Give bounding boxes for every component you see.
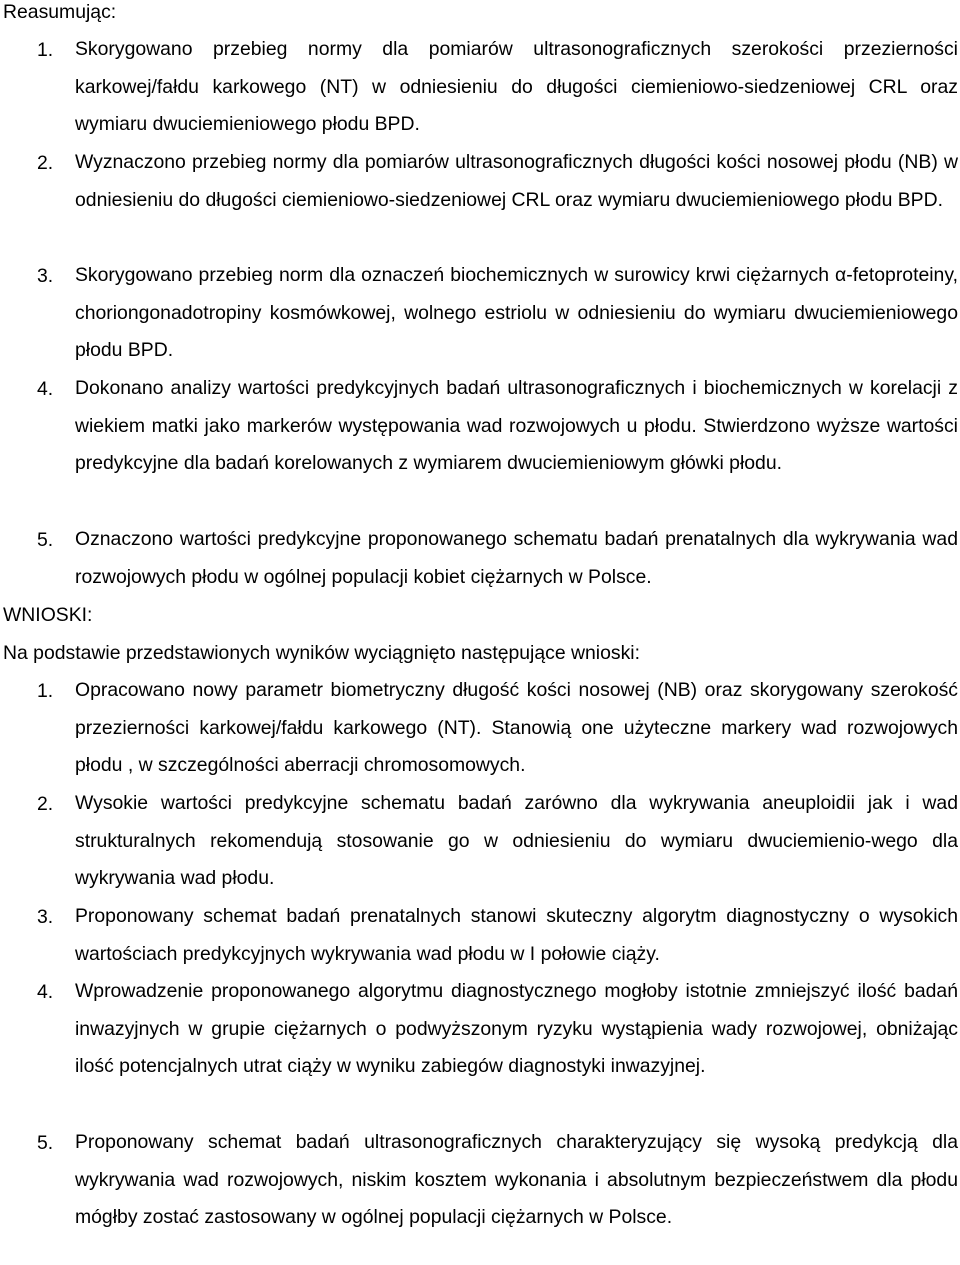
item-number: 5. bbox=[37, 529, 54, 551]
item-text: Skorygowano przebieg norm dla oznaczeń biochemicznych w surowicy krwi ciężarnych α-fetoproteiny, choriongonadotropiny kosmówkowej, wolnego estriolu w odniesieniu do wymiaru dwuciemieniowego płodu BPD. bbox=[75, 264, 958, 362]
item-number: 2. bbox=[37, 152, 54, 174]
item-text: Proponowany schemat badań ultrasonograficznych charakteryzujący się wysoką predykcją dla wykrywania wad rozwojowych, niskim kosztem wykonania i absolutnym bezpieczeństwem dla płodu mógłby zostać zastosowany w ogólnej populacji ciężarnych w Polsce. bbox=[75, 1131, 958, 1229]
item-number: 3. bbox=[37, 265, 54, 287]
conclusions-heading: WNIOSKI: bbox=[3, 604, 93, 626]
item-number: 3. bbox=[37, 906, 54, 928]
item-number: 1. bbox=[37, 39, 54, 61]
item-number: 1. bbox=[37, 680, 54, 702]
item-text: Dokonano analizy wartości predykcyjnych badań ultrasonograficznych i biochemicznych w korelacji z wiekiem matki jako markerów występowania wad rozwojowych u płodu. Stwierdzono wyższe wartości predykcyjne dla badań korelowanych z wymiarem dwuciemieniowym główki płodu. bbox=[75, 377, 958, 475]
item-text: Proponowany schemat badań prenatalnych stanowi skuteczny algorytm diagnostyczny o wysokich wartościach predykcyjnych wykrywania wad płodu w I połowie ciąży. bbox=[75, 905, 958, 965]
item-number: 5. bbox=[37, 1132, 54, 1154]
item-text: Wysokie wartości predykcyjne schematu badań zarówno dla wykrywania aneuploidii jak i wad strukturalnych rekomendują stosowanie go w odniesieniu do wymiaru dwuciemienio-wego dla wykrywania wad płodu. bbox=[75, 792, 958, 890]
item-number: 2. bbox=[37, 793, 54, 815]
item-text: Skorygowano przebieg normy dla pomiarów ultrasonograficznych szerokości przezierności karkowej/fałdu karkowego (NT) w odniesieniu do długości ciemieniowo-siedzeniowej CRL oraz wymiaru dwuciemieniowego płodu BPD. bbox=[75, 38, 958, 136]
conclusions-intro: Na podstawie przedstawionych wyników wyciągnięto następujące wnioski: bbox=[3, 642, 640, 664]
item-text: Opracowano nowy parametr biometryczny długość kości nosowej (NB) oraz skorygowany szerokość przezierności karkowej/fałdu karkowego (NT). Stanowią one użyteczne markery wad rozwojowych płodu , w szczególności aberracji chromosomowych. bbox=[75, 679, 958, 777]
item-number: 4. bbox=[37, 981, 54, 1003]
item-number: 4. bbox=[37, 378, 54, 400]
item-text: Wyznaczono przebieg normy dla pomiarów ultrasonograficznych długości kości nosowej płodu (NB) w odniesieniu do długości ciemieniowo-siedzeniowej CRL oraz wymiaru dwuciemieniowego płodu BPD. bbox=[75, 151, 958, 211]
summary-heading: Reasumując: bbox=[3, 1, 117, 23]
item-text: Oznaczono wartości predykcyjne proponowanego schematu badań prenatalnych dla wykrywania wad rozwojowych płodu w ogólnej populacji kobiet ciężarnych w Polsce. bbox=[75, 528, 958, 588]
item-text: Wprowadzenie proponowanego algorytmu diagnostycznego mogłoby istotnie zmniejszyć ilość badań inwazyjnych w grupie ciężarnych o podwyższonym ryzyku wystąpienia wady rozwojowej, obniżając ilość potencjalnych utrat ciąży w wyniku zabiegów diagnostyki inwazyjnej. bbox=[75, 980, 958, 1078]
